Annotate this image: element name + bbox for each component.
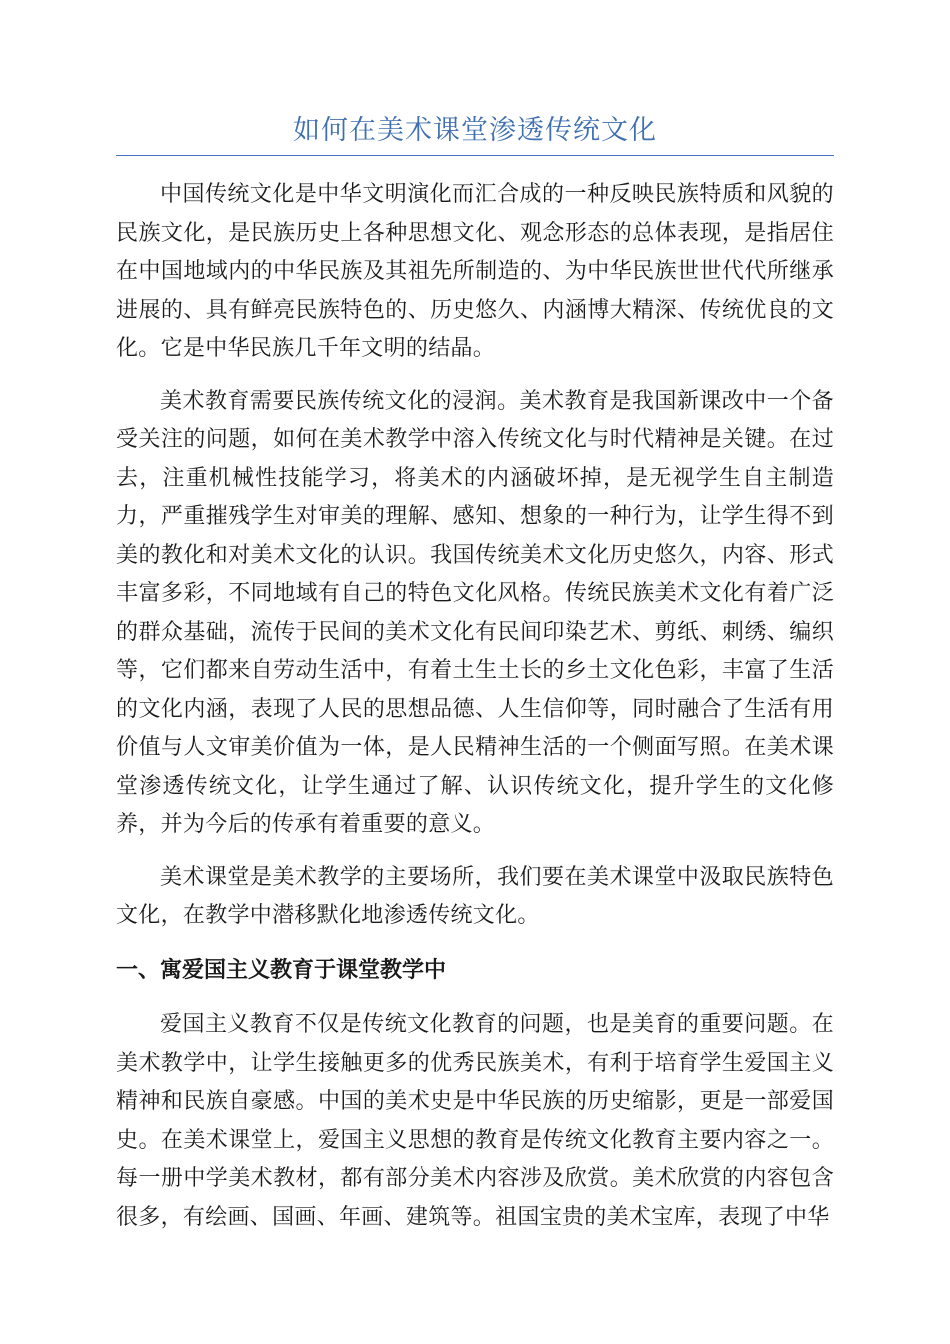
paragraph-classroom: 美术课堂是美术教学的主要场所，我们要在美术课堂中汲取民族特色文化，在教学中潜移默化地渗透传统文化。: [116, 864, 834, 928]
document-page: [116, 108, 834, 1237]
paragraph-intro: 中国传统文化是中华文明演化而汇合成的一种反映民族特质和风貌的民族文化，是民族历史上各种思想文化、观念形态的总体表现，是指居住在中国地域内的中华民族及其祖先所制造的、为中华民族世世代代所继承进展的、具有鲜亮民族特色的、历史悠久、内涵博大精深、传统优良的文化。它是中华民族几千年文明的结晶。: [116, 182, 834, 361]
section-heading-patriotism: 一、寓爱国主义教育于课堂教学中: [116, 957, 447, 983]
document-title: 如何在美术课堂渗透传统文化: [293, 115, 657, 146]
paragraph-patriotism: 爱国主义教育不仅是传统文化教育的问题，也是美育的重要问题。在美术教学中，让学生接触更多的优秀民族美术，有利于培育学生爱国主义精神和民族自豪感。中国的美术史是中华民族的历史缩影，更是一部爱国史。在美术课堂上，爱国主义思想的教育是传统文化教育主要内容之一。每一册中学美术教材，都有部分美术内容涉及欣赏。美术欣赏的内容包含很多，有绘画、国画、年画、建筑等。祖国宝贵的美术宝库，表现了中华: [116, 1012, 834, 1230]
title-underline: [116, 155, 834, 156]
paragraph-art-education: 美术教育需要民族传统文化的浸润。美术教育是我国新课改中一个备受关注的问题，如何在美术教学中溶入传统文化与时代精神是关键。在过去，注重机械性技能学习，将美术的内涵破坏掉，是无视学生自主制造力，严重摧残学生对审美的理解、感知、想象的一种行为，让学生得不到美的教化和对美术文化的认识。我国传统美术文化历史悠久，内容、形式丰富多彩，不同地域有自己的特色文化风格。传统民族美术文化有着广泛的群众基础，流传于民间的美术文化有民间印染艺术、剪纸、刺绣、编织等，它们都来自劳动生活中，有着土生土长的乡土文化色彩，丰富了生活的文化内涵，表现了人民的思想品德、人生信仰等，同时融合了生活有用价值与人文审美价值为一体，是人民精神生活的一个侧面写照。在美术课堂渗透传统文化，让学生通过了解、认识传统文化，提升学生的文化修养，并为今后的传承有着重要的意义。: [116, 388, 834, 837]
